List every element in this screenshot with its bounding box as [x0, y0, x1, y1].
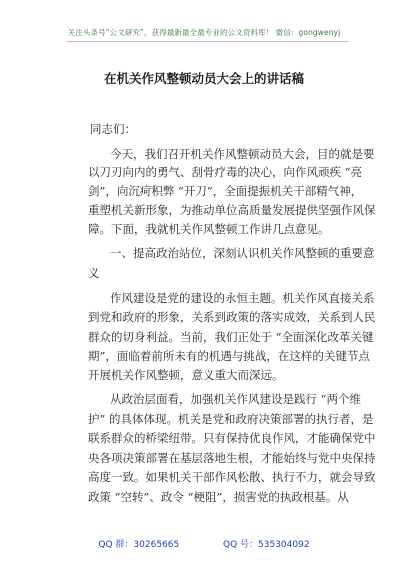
body-line: 到党和政府的形象，关系到政策的落实成效，关系到人民 — [88, 310, 376, 324]
section-heading-line: 义 — [88, 266, 100, 280]
body-line: 以刀刃向内的勇气、刮骨疗毒的决心，向作风顽疾 “亮 — [88, 165, 363, 179]
body-line: 障。下面，我就机关作风整顿工作讲几点意见。 — [88, 222, 330, 236]
body-line: 开展机关作风整顿，意义重大而深远。 — [88, 368, 284, 382]
body-line: 作风建设是党的建设的永恒主题。机关作风直接关系 — [110, 291, 375, 305]
body-line: 重塑机关新形象，为推动单位高质量发展提供坚强作风保 — [88, 203, 376, 217]
header-banner: 关注头条号“公文研究”，获得最新最全最专业的公文资料库！ 微信：gongwenyj — [67, 28, 341, 37]
body-line: 今天，我们召开机关作风整顿动员大会，目的就是要 — [110, 147, 375, 161]
section-heading-line: 一、提高政治站位，深刻认识机关作风整顿的重要意 — [110, 246, 375, 260]
document-title: 在机关作风整顿动员大会上的讲话稿 — [103, 71, 304, 86]
body-line: 剑”，向沉疴积弊 “开刀”，全面提振机关干部精气神， — [88, 184, 363, 198]
footer-qq-number: QQ 号：535304092 — [223, 540, 310, 550]
body-line: 政策 “空转”、政令 “梗阻”，损害党的执政根基。从 — [88, 490, 349, 504]
body-line: 央各项决策部署在基层落地生根，才能始终与党中央保持 — [88, 451, 376, 465]
body-line: 从政治层面看，加强机关作风建设是践行 “两个维 — [110, 392, 362, 406]
body-line: 护” 的具体体现。机关是党和政府决策部署的执行者，是 — [88, 412, 374, 426]
salutation-line: 同志们： — [90, 122, 136, 136]
body-line: 群众的切身利益。当前，我们正处于 “全面深化改革关键 — [88, 330, 374, 344]
body-line: 期”，面临着前所未有的机遇与挑战，在这样的关键节点 — [88, 349, 370, 363]
body-line: 高度一致。如果机关干部作风松散、执行不力，就会导致 — [88, 470, 376, 484]
footer-qq-group: QQ 群：30265665 — [98, 540, 180, 550]
footer-contact — [0, 537, 408, 550]
body-line: 联系群众的桥梁纽带。只有保持优良作风，才能确保党中 — [88, 431, 376, 445]
header-divider — [66, 41, 348, 42]
